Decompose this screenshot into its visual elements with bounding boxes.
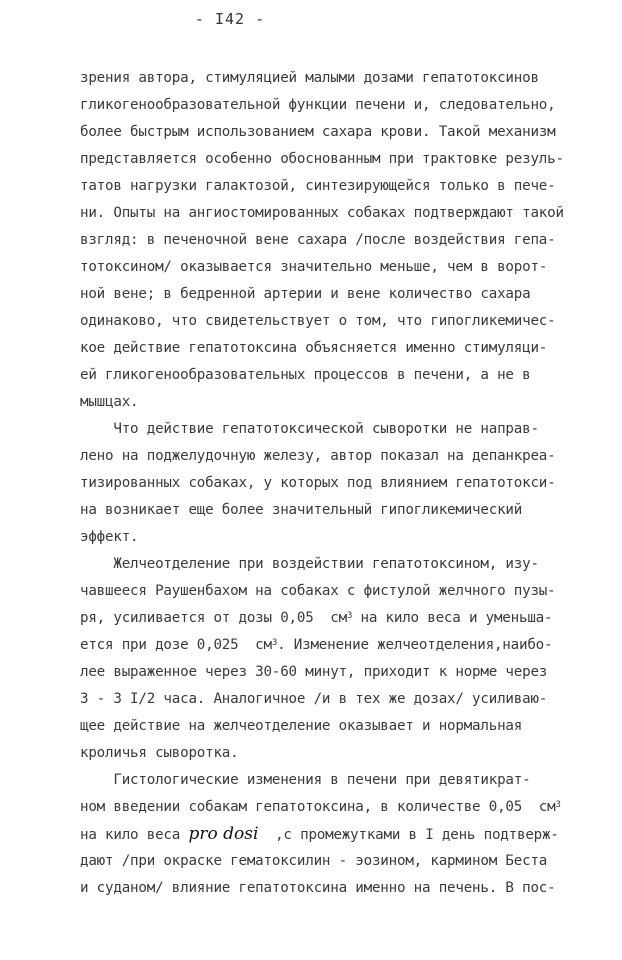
text-line: Что действие гепатотоксической сыворотки не направ- xyxy=(80,421,539,437)
text-line: кроличья сыворотка. xyxy=(80,745,239,761)
text-line: мышцах. xyxy=(80,394,139,410)
text-line: Желчеотделение при воздействии гепатотоксином, изу- xyxy=(80,556,539,572)
text-line: гликогенообразовательной функции печени и, следовательно, xyxy=(80,97,556,113)
text-line: лено на поджелудочную железу, автор показал на депанкреа- xyxy=(80,448,556,464)
text-segment: ном введении собакам гепатотоксина, в количестве 0,05 см xyxy=(80,799,556,815)
text-line: щее действие на желчеотделение оказывает и нормальная xyxy=(80,718,523,734)
text-line xyxy=(80,797,561,817)
text-line xyxy=(80,635,552,655)
text-line: и суданом/ влияние гепатотоксина именно на печень. В пос- xyxy=(80,880,556,896)
text-line: тотоксином/ оказывается значительно меньше, чем в ворот- xyxy=(80,259,548,275)
text-line xyxy=(80,608,552,628)
text-segment: ря, усиливается от дозы 0,05 см xyxy=(80,610,347,626)
text-line: ей гликогенообразовательных процессов в печени, а не в xyxy=(80,367,531,383)
superscript: 3 xyxy=(346,611,353,621)
text-segment: на кило веса и уменьша- xyxy=(352,610,553,626)
text-line: взгляд: в печеночной вене сахара /после воздействия гепа- xyxy=(80,232,556,248)
text-line: ной вене; в бедренной артерии и вене количество сахара xyxy=(80,286,531,302)
text-segment: на кило веса xyxy=(80,827,189,843)
superscript: 3 xyxy=(555,800,561,810)
text-line: кое действие гепатотоксина объясняется именно стимуляци- xyxy=(80,340,548,356)
page-number: - I42 - xyxy=(194,10,266,28)
text-line: Гистологические изменения в печени при девятикрат- xyxy=(80,772,531,788)
text-segment: . Изменение желчеотделения,наибо- xyxy=(277,637,553,653)
text-line: 3 - 3 I/2 часа. Аналогичное /и в тех же дозах/ усиливаю- xyxy=(80,691,548,707)
text-line: эффект. xyxy=(80,529,139,545)
text-line: лее выраженное через 30-60 минут, приходит к норме через xyxy=(80,664,548,680)
text-line: одинаково, что свидетельствует о том, что гипогликемичес- xyxy=(80,313,556,329)
text-segment: ется при дозе 0,025 см xyxy=(80,637,272,653)
text-line: чавшееся Раушенбахом на собаках с фистулой желчного пузы- xyxy=(80,583,556,599)
text-line: ни. Опыты на ангиостомированных собаках подтверждают такой xyxy=(80,205,564,221)
text-line: зрения автора, стимуляцией малыми дозами гепатотоксинов xyxy=(80,70,539,86)
handwritten-insertion: pro dosi xyxy=(188,824,259,844)
text-line: тизированных собаках, у которых под влиянием гепатотокси- xyxy=(80,475,556,491)
text-line: представляется особенно обоснованным при трактовке резуль- xyxy=(80,151,564,167)
text-segment: ,с промежутками в I день подтверж- xyxy=(258,827,559,843)
text-line xyxy=(80,824,559,845)
text-line: более быстрым использованием сахара крови. Такой механизм xyxy=(80,124,556,140)
text-line: дают /при окраске гематоксилин - эозином, кармином Беста xyxy=(80,853,548,869)
superscript: 3 xyxy=(271,638,278,648)
text-line: на возникает еще более значительный гипогликемический xyxy=(80,502,523,518)
text-line: татов нагрузки галактозой, синтезирующейся только в пече- xyxy=(80,178,556,194)
